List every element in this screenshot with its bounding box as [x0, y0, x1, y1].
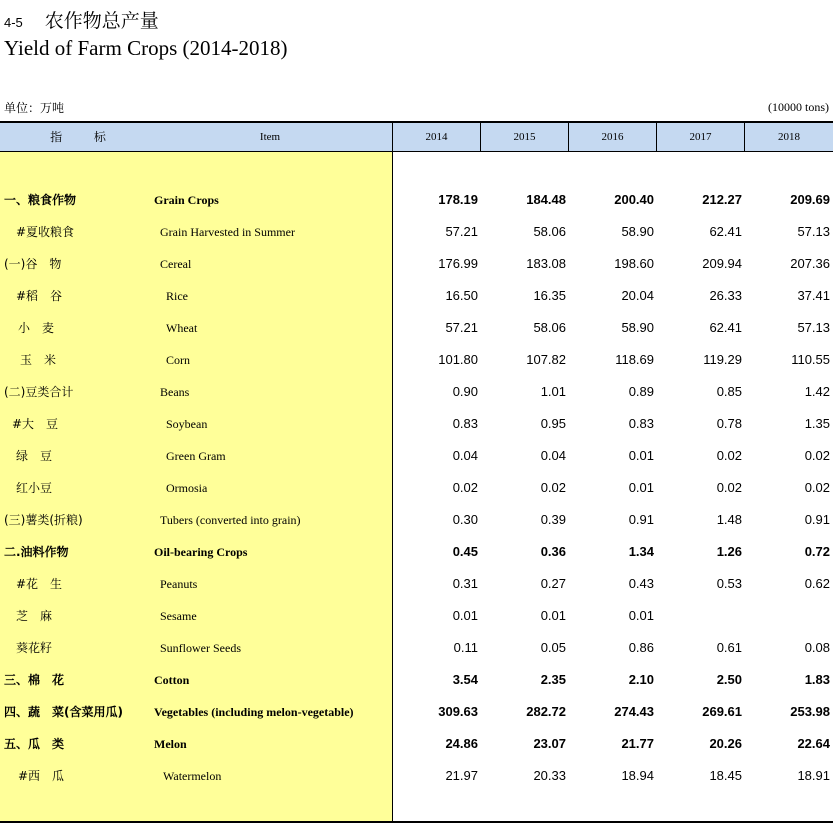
page-title-cn — [4, 6, 159, 33]
value-cell-2014: 309.63 — [438, 704, 478, 719]
row-label-cn: 二.油料作物 — [4, 545, 69, 559]
value-cell-2014: 0.02 — [452, 480, 478, 495]
table-row — [0, 280, 833, 312]
value-cell-2016: 2.10 — [628, 672, 654, 687]
row-label-cn: 玉 米 — [20, 353, 57, 367]
value-cell-2016: 118.69 — [615, 352, 654, 367]
value-cell-2018: 1.35 — [804, 416, 830, 431]
header-top-rule — [0, 121, 833, 123]
header-item-en: Item — [259, 131, 281, 143]
value-cell-2018: 0.62 — [804, 576, 830, 591]
table-row — [0, 472, 833, 504]
value-cell-2016: 21.77 — [621, 736, 654, 751]
row-label-en: Peanuts — [160, 577, 198, 591]
value-cell-2018: 209.69 — [790, 192, 830, 207]
value-cell-2014: 0.01 — [452, 608, 478, 623]
value-cell-2016: 0.01 — [628, 448, 654, 463]
row-label-cn: (三)薯类(折粮) — [4, 513, 83, 527]
table-row — [0, 408, 833, 440]
value-cell-2017: 0.85 — [716, 384, 742, 399]
title-cn-text: 农作物总产量 — [44, 10, 159, 32]
value-cell-2015: 58.06 — [533, 320, 566, 335]
header-year: 2016 — [601, 131, 624, 143]
value-cell-2015: 107.82 — [526, 352, 566, 367]
value-cell-2018: 57.13 — [797, 320, 830, 335]
value-cell-2016: 58.90 — [621, 224, 654, 239]
value-cell-2015: 1.01 — [540, 384, 566, 399]
row-label-en: Soybean — [166, 417, 208, 431]
table-row — [0, 600, 833, 632]
value-cell-2017: 1.48 — [716, 512, 742, 527]
value-cell-2017: 269.61 — [702, 704, 742, 719]
table-row — [0, 440, 833, 472]
value-cell-2017 — [662, 600, 742, 632]
value-cell-2015: 184.48 — [526, 192, 566, 207]
value-cell-2014: 0.45 — [452, 544, 478, 559]
value-cell-2018: 0.08 — [804, 640, 830, 655]
table-row — [0, 248, 833, 280]
value-cell-2016: 198.60 — [614, 256, 654, 271]
row-label-en: Oil-bearing Crops — [154, 545, 248, 559]
row-label-en: Grain Harvested in Summer — [160, 225, 295, 239]
table-number: 4-5 — [4, 15, 23, 30]
value-cell-2015: 0.36 — [540, 544, 566, 559]
value-cell-2015: 0.27 — [540, 576, 566, 591]
row-label-en: Sunflower Seeds — [160, 641, 241, 655]
row-label-en: Vegetables (including melon-vegetable) — [154, 705, 354, 719]
row-label-en: Ormosia — [166, 481, 208, 495]
unit-label-cn: 单位：万吨 — [4, 101, 65, 115]
row-label-cn: 五、瓜 类 — [4, 737, 65, 751]
value-cell-2017: 0.02 — [716, 448, 742, 463]
row-label-cn: 芝 麻 — [16, 609, 53, 623]
value-cell-2016: 0.43 — [628, 576, 654, 591]
table-row — [0, 184, 833, 216]
row-label-en: Cereal — [160, 257, 192, 271]
table-row — [0, 504, 833, 536]
table-bottom-rule — [0, 821, 833, 823]
unit-label-en: (10000 tons) — [768, 100, 829, 114]
row-label-en: Melon — [154, 737, 187, 751]
page-title-en: Yield of Farm Crops (2014-2018) — [4, 36, 288, 60]
header-year: 2018 — [778, 131, 800, 143]
value-cell-2016: 274.43 — [614, 704, 654, 719]
value-cell-2014: 0.90 — [452, 384, 478, 399]
row-label-en: Grain Crops — [154, 193, 219, 207]
value-cell-2017: 62.41 — [709, 320, 742, 335]
value-cell-2015: 23.07 — [533, 736, 566, 751]
row-label-en: Beans — [160, 385, 190, 399]
header-indicator-cn: 指 标 — [50, 130, 120, 144]
value-cell-2016: 18.94 — [621, 768, 654, 783]
value-cell-2016: 0.86 — [628, 640, 654, 655]
value-cell-2018: 1.83 — [804, 672, 830, 687]
value-cell-2015: 16.35 — [533, 288, 566, 303]
row-label-cn: #西 瓜 — [18, 769, 65, 783]
value-cell-2016: 0.91 — [628, 512, 654, 527]
value-cell-2016: 1.34 — [628, 544, 654, 559]
value-cell-2014: 0.11 — [453, 640, 478, 655]
header-year: 2017 — [689, 131, 712, 143]
value-cell-2016: 200.40 — [614, 192, 654, 207]
value-cell-2014: 0.30 — [452, 512, 478, 527]
value-cell-2018: 57.13 — [797, 224, 830, 239]
row-label-cn: #花 生 — [16, 577, 63, 591]
value-cell-2014: 3.54 — [452, 672, 478, 687]
value-cell-2017: 62.41 — [709, 224, 742, 239]
row-label-cn: 葵花籽 — [16, 641, 53, 655]
table-row — [0, 568, 833, 600]
value-cell-2018: 0.91 — [804, 512, 830, 527]
row-label-cn: #大 豆 — [12, 417, 59, 431]
value-cell-2017: 18.45 — [709, 768, 742, 783]
value-cell-2014: 21.97 — [445, 768, 478, 783]
value-cell-2014: 178.19 — [438, 192, 478, 207]
value-cell-2017: 0.61 — [716, 640, 742, 655]
value-cell-2015: 0.04 — [540, 448, 566, 463]
row-label-cn: (一)谷 物 — [4, 257, 62, 271]
value-cell-2017: 2.50 — [716, 672, 742, 687]
value-cell-2017: 0.53 — [716, 576, 742, 591]
row-label-cn: #夏收粮食 — [16, 225, 75, 239]
table-row — [0, 536, 833, 568]
value-cell-2014: 24.86 — [445, 736, 478, 751]
value-cell-2018: 18.91 — [797, 768, 830, 783]
row-label-en: Rice — [166, 289, 188, 303]
row-label-cn: 一、粮食作物 — [4, 193, 77, 207]
value-cell-2017: 20.26 — [709, 736, 742, 751]
value-cell-2017: 1.26 — [716, 544, 742, 559]
value-cell-2014: 0.04 — [452, 448, 478, 463]
value-cell-2015: 20.33 — [533, 768, 566, 783]
table-row — [0, 216, 833, 248]
row-label-en: Cotton — [154, 673, 190, 687]
table-row — [0, 728, 833, 760]
value-cell-2015: 282.72 — [526, 704, 566, 719]
value-cell-2015: 0.05 — [540, 640, 566, 655]
value-cell-2014: 57.21 — [445, 224, 478, 239]
header-year: 2014 — [425, 131, 448, 143]
value-cell-2014: 0.83 — [452, 416, 478, 431]
row-label-cn: 四、蔬 菜(含菜用瓜) — [4, 705, 123, 719]
value-cell-2014: 16.50 — [445, 288, 478, 303]
value-cell-2014: 57.21 — [445, 320, 478, 335]
value-cell-2014: 101.80 — [438, 352, 478, 367]
value-cell-2018: 207.36 — [790, 256, 830, 271]
value-cell-2018: 0.02 — [804, 448, 830, 463]
value-cell-2015: 0.95 — [540, 416, 566, 431]
value-cell-2016: 0.83 — [628, 416, 654, 431]
value-cell-2015: 58.06 — [533, 224, 566, 239]
table-row — [0, 632, 833, 664]
value-cell-2018: 110.55 — [791, 352, 830, 367]
row-label-en: Green Gram — [166, 449, 226, 463]
table-row — [0, 664, 833, 696]
value-cell-2018: 0.72 — [804, 544, 830, 559]
value-cell-2016: 58.90 — [621, 320, 654, 335]
row-label-cn: 红小豆 — [16, 481, 53, 495]
value-cell-2016: 0.01 — [628, 480, 654, 495]
value-cell-2018: 0.02 — [804, 480, 830, 495]
header-year: 2015 — [513, 131, 536, 143]
table-row — [0, 696, 833, 728]
value-cell-2015: 0.39 — [540, 512, 566, 527]
row-label-cn: 绿 豆 — [16, 449, 53, 463]
value-cell-2016: 0.89 — [628, 384, 654, 399]
value-cell-2018: 1.42 — [804, 384, 830, 399]
row-label-en: Watermelon — [163, 769, 222, 783]
row-label-cn: 小 麦 — [18, 321, 55, 335]
row-label-en: Corn — [166, 353, 190, 367]
value-cell-2015: 0.02 — [540, 480, 566, 495]
value-cell-2017: 0.78 — [716, 416, 742, 431]
data-table — [0, 121, 833, 824]
value-cell-2018 — [750, 600, 830, 632]
row-label-en: Wheat — [166, 321, 198, 335]
value-cell-2016: 20.04 — [621, 288, 654, 303]
row-label-cn: #稻 谷 — [16, 289, 63, 303]
value-cell-2017: 0.02 — [716, 480, 742, 495]
value-cell-2017: 26.33 — [709, 288, 742, 303]
value-cell-2015: 2.35 — [540, 672, 566, 687]
value-cell-2016: 0.01 — [628, 608, 654, 623]
value-cell-2017: 212.27 — [702, 192, 742, 207]
table-row — [0, 312, 833, 344]
table-row — [0, 760, 833, 792]
row-label-en: Tubers (converted into grain) — [160, 513, 301, 527]
value-cell-2018: 37.41 — [797, 288, 830, 303]
value-cell-2017: 119.29 — [703, 352, 742, 367]
table-row — [0, 344, 833, 376]
table-row — [0, 376, 833, 408]
row-label-en: Sesame — [160, 609, 197, 623]
value-cell-2014: 176.99 — [438, 256, 478, 271]
value-cell-2017: 209.94 — [702, 256, 742, 271]
row-label-cn: (二)豆类合计 — [4, 385, 74, 399]
value-cell-2014: 0.31 — [452, 576, 478, 591]
value-cell-2015: 0.01 — [540, 608, 566, 623]
row-label-cn: 三、棉 花 — [4, 673, 65, 687]
value-cell-2018: 253.98 — [790, 704, 830, 719]
value-cell-2018: 22.64 — [797, 736, 830, 751]
value-cell-2015: 183.08 — [526, 256, 566, 271]
